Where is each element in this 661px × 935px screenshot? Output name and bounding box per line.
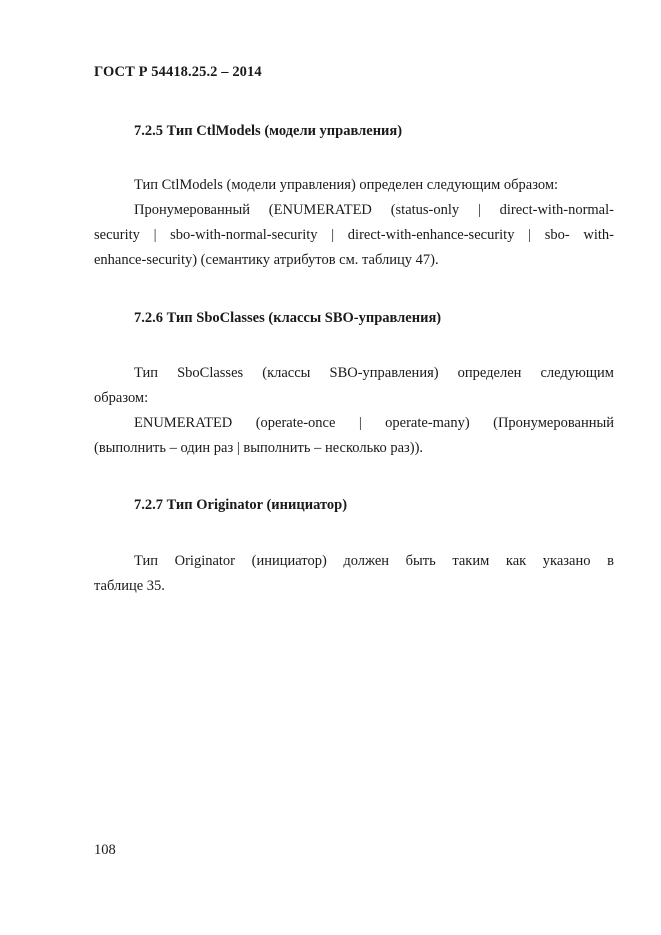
word: как <box>505 553 527 569</box>
word: direct-with-normal- <box>499 202 614 218</box>
text-line: enhance-security) (семантику атрибутов см. таблицу 47). <box>94 252 439 268</box>
word: | <box>153 227 157 243</box>
word: | <box>477 202 481 218</box>
word: (Пронумерованный <box>493 415 614 431</box>
text-line-justified <box>94 223 614 248</box>
word: (классы <box>262 365 311 381</box>
word: | <box>528 227 532 243</box>
word: direct-with-enhance-security <box>347 227 515 243</box>
text-line: образом: <box>94 390 149 406</box>
word: with- <box>583 227 614 243</box>
text-line-justified <box>94 411 614 436</box>
section-heading-7-2-7: 7.2.7 Тип Originator (инициатор) <box>134 497 348 513</box>
text-line: Тип CtlModels (модели управления) определен следующим образом: <box>134 177 559 193</box>
word: быть <box>405 553 436 569</box>
word: (status-only <box>390 202 460 218</box>
text-line: (выполнить – один раз | выполнить – несколько раз)). <box>94 440 424 456</box>
word: Пронумерованный <box>134 202 251 218</box>
word: (инициатор) <box>251 553 327 569</box>
section-body-7-2-7 <box>94 549 614 599</box>
word: Тип <box>134 553 159 569</box>
word: | <box>331 227 335 243</box>
section-heading-7-2-6: 7.2.6 Тип SboClasses (классы SBO-управления) <box>134 310 442 326</box>
word: таким <box>452 553 490 569</box>
word: (operate-once <box>255 415 336 431</box>
word: в <box>607 553 614 569</box>
word: следующим <box>540 365 614 381</box>
page-number: 108 <box>94 842 116 858</box>
word: SBO-управления) <box>329 365 439 381</box>
text-line-justified <box>94 361 614 386</box>
word: | <box>358 415 362 431</box>
word: (ENUMERATED <box>268 202 372 218</box>
word: sbo- <box>544 227 570 243</box>
text-line-justified <box>94 198 614 223</box>
word: SboClasses <box>177 365 244 381</box>
document-header: ГОСТ Р 54418.25.2 – 2014 <box>94 64 262 80</box>
word: sbo-with-normal-security <box>170 227 318 243</box>
section-body-7-2-5 <box>94 173 614 273</box>
word: ENUMERATED <box>134 415 233 431</box>
section-body-7-2-6 <box>94 361 614 461</box>
word: security <box>94 227 140 243</box>
text-line: таблице 35. <box>94 578 165 594</box>
word: operate-many) <box>385 415 470 431</box>
word: Тип <box>134 365 159 381</box>
word: Originator <box>174 553 236 569</box>
word: должен <box>343 553 390 569</box>
section-heading-7-2-5: 7.2.5 Тип CtlModels (модели управления) <box>134 123 403 139</box>
word: указано <box>542 553 591 569</box>
text-line-justified <box>94 549 614 574</box>
word: определен <box>457 365 522 381</box>
